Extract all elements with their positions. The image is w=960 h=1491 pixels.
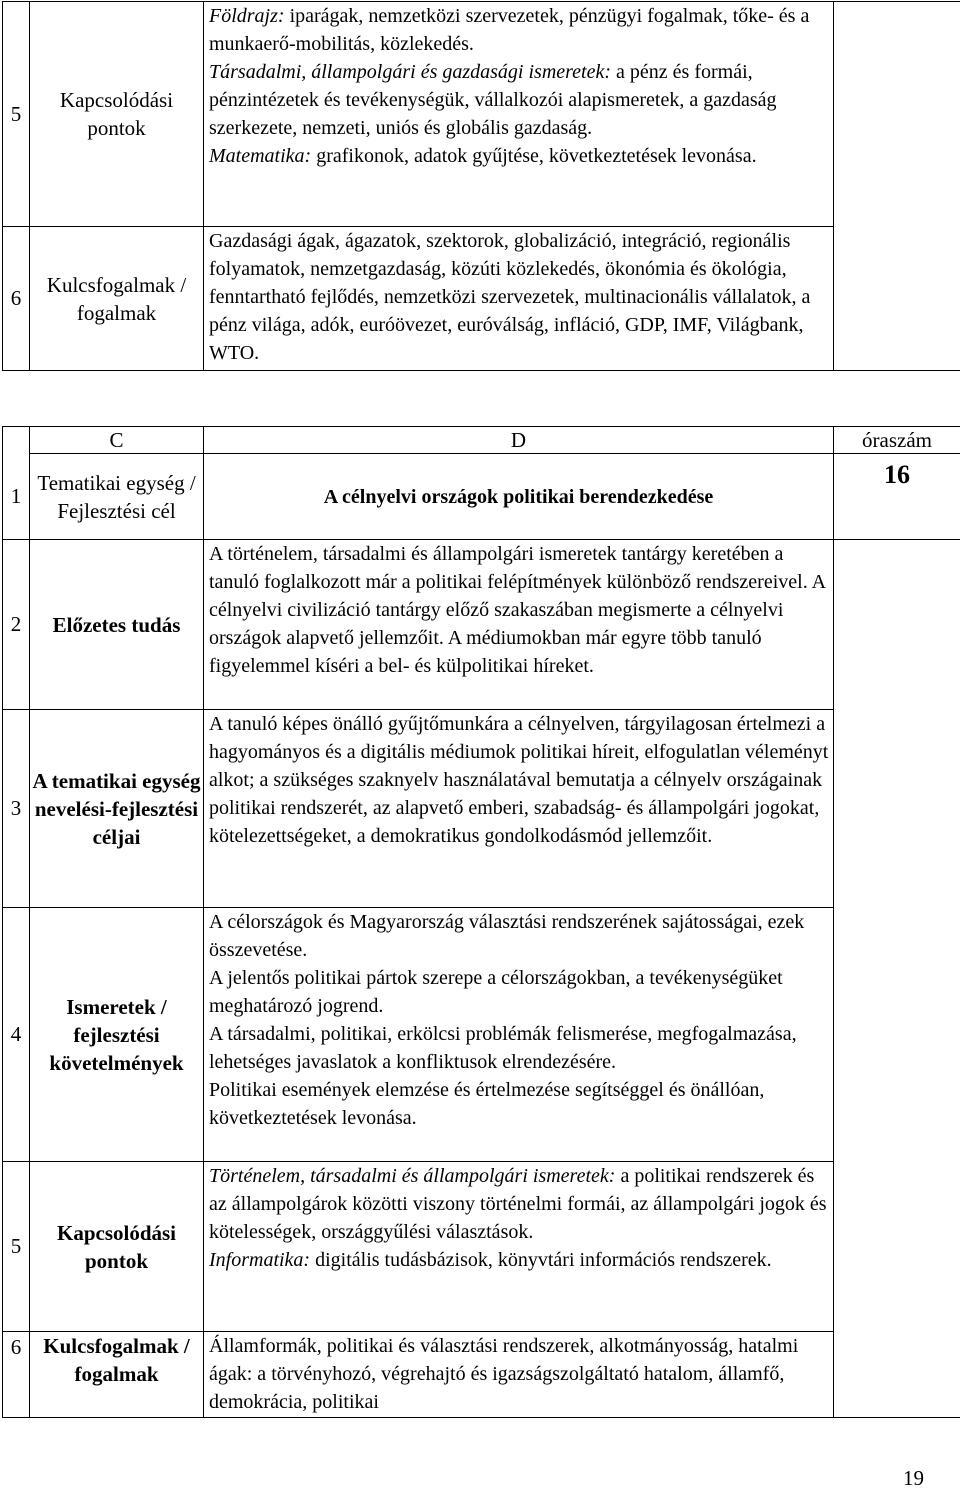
subject-name: Földrajz: [209,5,285,27]
requirement-paragraph: A társadalmi, politikai, erkölcsi problémák felismerése, megfogalmazása, lehetséges javaslatok a konfliktusok elrendezésére. [209,1020,829,1076]
previous-topic-table [2,1,960,371]
subject-text: iparágak, nemzetközi szervezetek, pénzügyi fogalmak, tőke- és a munkaerő-mobilitás, közlekedés. [209,5,809,55]
row-number: 2 [3,540,30,710]
subject-name: Informatika: [209,1249,310,1271]
row-number: 6 [3,227,30,371]
connection-points [204,2,834,227]
empty-cell [834,540,960,1418]
table-row [3,710,960,908]
table-row [3,454,960,540]
prior-knowledge: A történelem, társadalmi és állampolgári ismeretek tantárgy keretében a tanuló foglalkozott már a politikai felépítmények különböző rendszereivel. A célnyelvi civilizáció tantárgy előző szakaszában megismerte a célnyelvi országok alapvető jellemzőit. A médiumokban már egyre több tanuló figyelemmel kíséri a bel- és külpolitikai híreket. [204,540,834,710]
key-concepts: Államformák, politikai és választási rendszerek, alkotmányosság, hatalmi ágak: a törvényhozó, végrehajtó és igazságszolgáltató hatalom, államfő, demokrácia, politikai [204,1332,834,1418]
table-row [3,540,960,710]
table-row [3,908,960,1162]
subject-name: Matematika: [209,145,311,167]
connection-points [204,1162,834,1332]
row-label: Előzetes tudás [30,540,204,710]
row-label: Ismeretek / fejlesztési követelmények [30,908,204,1162]
header-row [3,427,960,454]
subject-name: Történelem, társadalmi és állampolgári ismeretek: [209,1165,615,1187]
row-label: Tematikai egység / Fejlesztési cél [30,454,204,540]
subject-text: grafikonok, adatok gyűjtése, következtetések levonása. [311,145,756,167]
row-number: 3 [3,710,30,908]
hours-value: 16 [834,454,960,540]
column-c-header: C [30,427,204,454]
row-label: Kapcsolódási pontok [30,2,204,227]
requirements [204,908,834,1162]
table-row [3,227,960,371]
row-number: 1 [3,454,30,540]
development-goals: A tanuló képes önálló gyűjtőmunkára a célnyelven, tárgyilagosan értelmezi a hagyományos és a digitális médiumok politikai híreit, elfogulatlan véleményt alkot; a szükséges szaknyelv használatával bemutatja a célnyelv országainak politikai rendszerét, az alapvető emberi, szabadság- és állampolgári jogokat, kötelezettségeket, a demokratikus gondolkodásmód jellemzőit. [204,710,834,908]
row-label: Kulcsfogalmak / fogalmak [30,227,204,371]
hours-header: óraszám [834,427,960,454]
unit-title: A célnyelvi országok politikai berendezkedése [204,454,834,540]
table-row [3,2,960,227]
row-number: 5 [3,1162,30,1332]
row-label: Kulcsfogalmak / fogalmak [30,1332,204,1418]
column-d-header: D [204,427,834,454]
row-number: 6 [3,1332,30,1418]
subject-name: Társadalmi, állampolgári és gazdasági ismeretek: [209,61,611,83]
row-number: 4 [3,908,30,1162]
page-number: 19 [903,1466,924,1491]
subject-text: a pénz és formái, pénzintézetek és tevékenységük, vállalkozói alapismeretek, a gazdaság szerkezete, nemzeti, uniós és globális gazdaság. [209,61,777,139]
topic-unit-table [2,426,960,1418]
header-empty [3,427,30,454]
row-label: A tematikai egység nevelési-fejlesztési céljai [30,710,204,908]
row-label: Kapcsolódási pontok [30,1162,204,1332]
table-row [3,1162,960,1332]
empty-cell [834,2,960,371]
subject-text: a politikai rendszerek és az állampolgárok közötti viszony történelmi formái, az állampolgári jogok és kötelességek, országgyűlési választások. [209,1165,827,1243]
requirement-paragraph: A célországok és Magyarország választási rendszerének sajátosságai, ezek összevetése. [209,908,829,964]
requirement-paragraph: A jelentős politikai pártok szerepe a célországokban, a tevékenységüket meghatározó jogrend. [209,964,829,1020]
requirement-paragraph: Politikai események elemzése és értelmezése segítséggel és önállóan, következtetések levonása. [209,1076,829,1132]
row-number: 5 [3,2,30,227]
table-row [3,1332,960,1418]
subject-text: digitális tudásbázisok, könyvtári információs rendszerek. [310,1249,772,1271]
key-concepts: Gazdasági ágak, ágazatok, szektorok, globalizáció, integráció, regionális folyamatok, nemzetgazdaság, közúti közlekedés, ökonómia és ökológia, fenntartható fejlődés, nemzetközi szervezetek, multinacionális vállalatok, a pénz világa, adók, euróövezet, euróválság, infláció, GDP, IMF, Világbank, WTO. [204,227,834,371]
